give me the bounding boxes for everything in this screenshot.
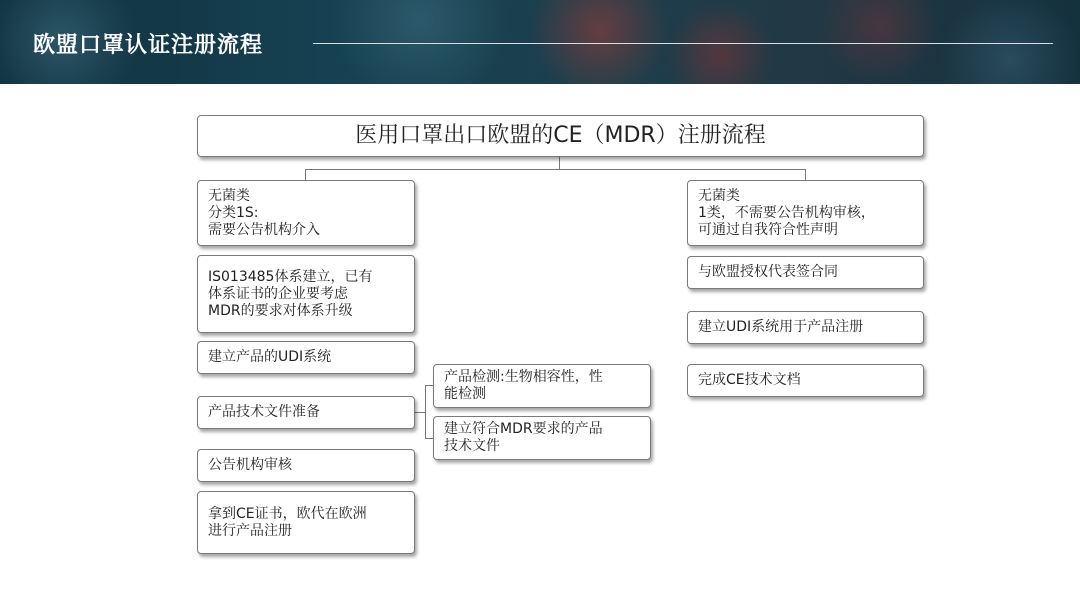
left-step-1 (197, 180, 415, 246)
left-step-1-line-3: 需要公告机构介入 (208, 221, 320, 238)
right-step-4-line-1: 完成CE技术文档 (698, 372, 801, 388)
connector-branch-right (805, 169, 806, 180)
header-banner (0, 0, 1080, 84)
connector-title-stem (559, 157, 560, 169)
left-step-4-line-1: 产品技术文件准备 (208, 404, 320, 420)
page-title: 欧盟口罩认证注册流程 (33, 33, 264, 58)
left-step-2-line-1: IS013485体系建立，已有 (208, 268, 373, 285)
sub-item-2-line-2: 技术文件 (444, 438, 500, 454)
left-step-1-line-1: 无菌类 (208, 187, 250, 204)
right-step-4 (687, 364, 924, 397)
left-step-1-line-2: 分类1S: (208, 204, 259, 221)
left-step-6-line-1: 拿到CE证书，欧代在欧洲 (208, 505, 367, 522)
left-step-6 (197, 491, 415, 554)
left-step-3 (197, 341, 415, 374)
sub-item-2 (433, 416, 651, 460)
connector-tech-file-bracket (425, 385, 426, 438)
right-step-3 (687, 311, 924, 344)
right-step-2 (687, 256, 924, 289)
diagram-title: 医用口罩出口欧盟的CE（MDR）注册流程 (355, 123, 766, 148)
right-step-1-line-2: 1类，不需要公告机构审核， (698, 204, 875, 221)
left-step-3-line-1: 建立产品的UDI系统 (208, 349, 332, 365)
sub-item-1-line-1: 产品检测:生物相容性，性 (444, 369, 603, 385)
left-step-6-line-2: 进行产品注册 (208, 522, 292, 539)
left-step-2-line-2: 体系证书的企业要考虑 (208, 285, 348, 302)
sub-item-1-line-2: 能检测 (444, 386, 486, 402)
connector-branch-left (305, 169, 306, 180)
connector-sub-item-2 (425, 438, 433, 439)
sub-item-1 (433, 364, 651, 408)
right-step-2-line-1: 与欧盟授权代表签合同 (698, 264, 838, 280)
left-step-5 (197, 449, 415, 482)
right-step-1-line-3: 可通过自我符合性声明 (698, 221, 838, 238)
left-step-5-line-1: 公告机构审核 (208, 457, 292, 473)
connector-sub-item-1 (425, 385, 433, 386)
connector-branch-horizontal (305, 169, 805, 170)
right-step-1-line-1: 无菌类 (698, 187, 740, 204)
left-step-4 (197, 396, 415, 429)
right-step-1 (687, 180, 924, 246)
sub-item-2-line-1: 建立符合MDR要求的产品 (444, 421, 603, 437)
left-step-2 (197, 255, 415, 333)
diagram-title-box (197, 115, 924, 157)
left-step-2-line-3: MDR的要求对体系升级 (208, 302, 353, 319)
right-step-3-line-1: 建立UDI系统用于产品注册 (698, 319, 864, 335)
title-underline (313, 43, 1053, 44)
